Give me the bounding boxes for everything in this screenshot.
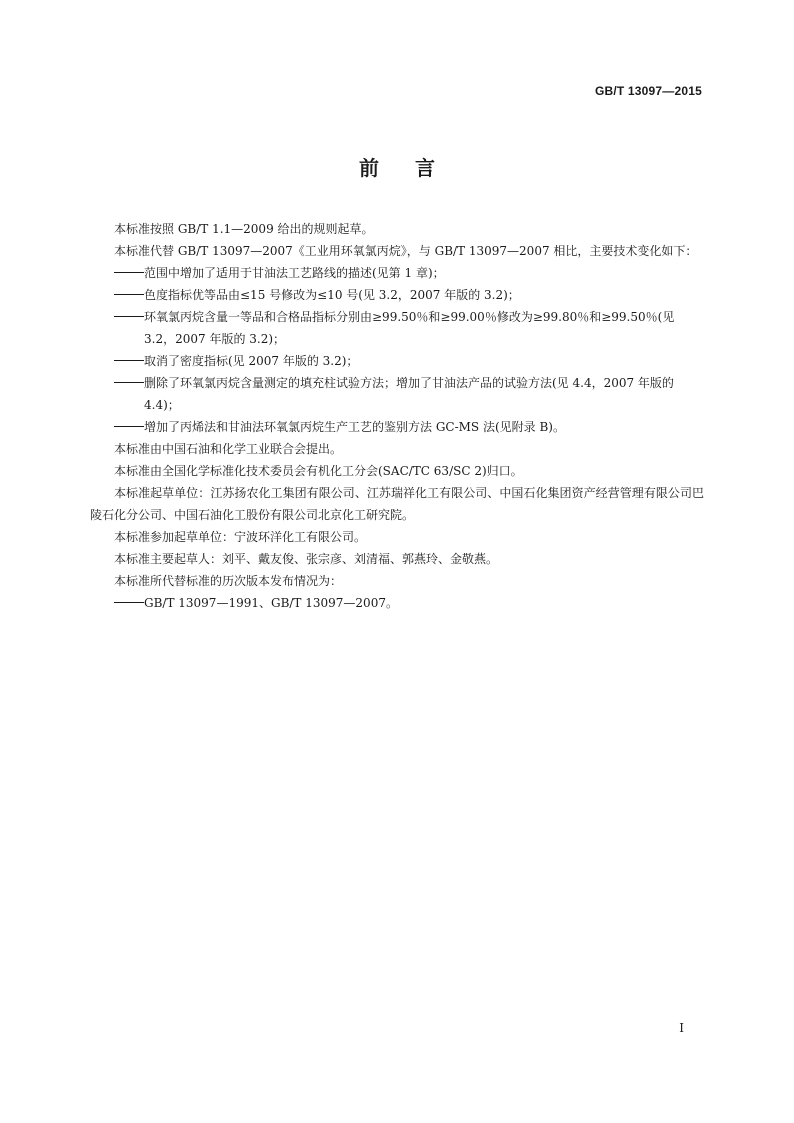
dash-mark (114, 382, 144, 383)
dash-mark (114, 602, 144, 603)
dash-mark (114, 426, 144, 427)
paragraph-replaces: 本标准代替 GB/T 13097—2007《工业用环氧氯丙烷》，与 GB/T 13097—2007 相比，主要技术变化如下： (114, 244, 698, 258)
paragraph-under-jurisdiction: 本标准由全国化学标准化技术委员会有机化工分会(SAC/TC 63/SC 2)归口。 (114, 464, 523, 478)
dash-mark (114, 360, 144, 361)
change-item: 删除了环氧氯丙烷含量测定的填充柱试验方法；增加了甘油法产品的试验方法(见 4.4，2007 年版的 4.4)； (114, 372, 704, 416)
dash-mark (114, 316, 144, 317)
paragraph-drafting-units: 本标准起草单位：江苏扬农化工集团有限公司、江苏瑞祥化工有限公司、中国石化集团资产经营管理有限公司巴陵石化分公司、中国石油化工股份有限公司北京化工研究院。 (90, 486, 704, 522)
change-item: 取消了密度指标(见 2007 年版的 3.2)； (114, 350, 704, 372)
paragraph-participating-unit: 本标准参加起草单位：宁波环洋化工有限公司。 (114, 530, 367, 544)
history-item: GB/T 13097—1991、GB/T 13097—2007。 (114, 592, 704, 614)
paragraph-proposed-by: 本标准由中国石油和化学工业联合会提出。 (114, 442, 343, 456)
change-item: 范围中增加了适用于甘油法工艺路线的描述(见第 1 章)； (114, 262, 704, 284)
paragraph-drafters: 本标准主要起草人：刘平、戴友俊、张宗彦、刘清福、郭燕玲、金敬燕。 (114, 552, 499, 566)
paragraph-drafting-rules: 本标准按照 GB/T 1.1—2009 给出的规则起草。 (114, 222, 374, 236)
document-code: GB/T 13097—2015 (594, 84, 702, 98)
change-item: 色度指标优等品由≤15 号修改为≤10 号(见 3.2，2007 年版的 3.2)； (114, 284, 704, 306)
dash-mark (114, 294, 144, 295)
change-item: 增加了丙烯法和甘油法环氧氯丙烷生产工艺的鉴别方法 GC-MS 法(见附录 B)。 (114, 416, 704, 438)
page-number: I (679, 1021, 684, 1035)
dash-mark (114, 272, 144, 273)
foreword-body (90, 218, 704, 614)
paragraph-history-intro: 本标准所代替标准的历次版本发布情况为： (114, 574, 343, 588)
page-title: 前言 (359, 156, 471, 180)
change-item: 环氧氯丙烷含量一等品和合格品指标分别由≥99.50％和≥99.00％修改为≥99.80％和≥99.50％(见 3.2，2007 年版的 3.2)； (114, 306, 704, 350)
